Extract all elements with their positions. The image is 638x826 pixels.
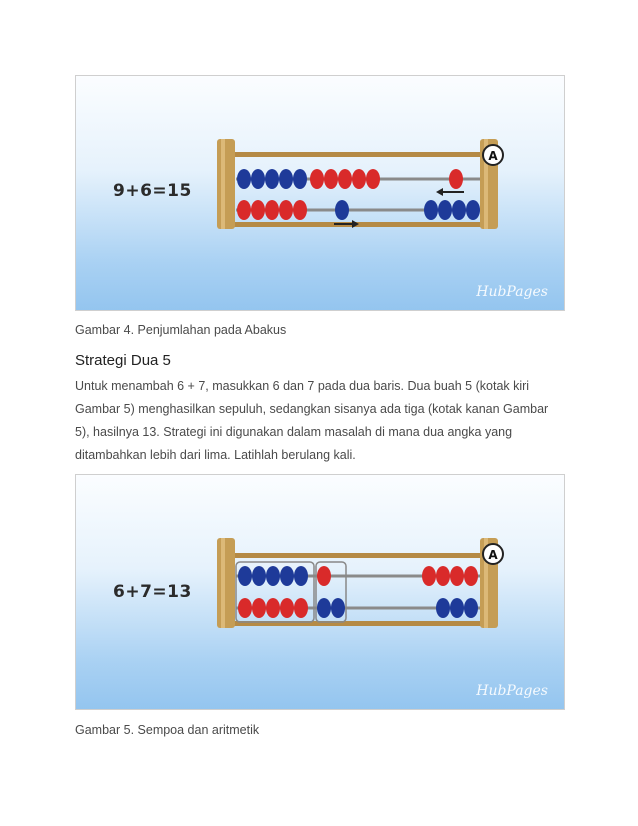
bead — [238, 598, 252, 618]
bead — [464, 566, 478, 586]
abacus-top-rail — [224, 152, 489, 157]
bead — [450, 566, 464, 586]
figure-caption: Gambar 5. Sempoa dan aritmetik — [75, 723, 260, 737]
bead — [436, 566, 450, 586]
bead — [280, 566, 294, 586]
bead — [422, 566, 436, 586]
arrow-left-icon — [436, 188, 464, 196]
bead — [293, 200, 307, 220]
bead — [466, 200, 480, 220]
bead — [452, 200, 466, 220]
bead — [251, 169, 265, 189]
paragraph-line: ditambahkan lebih dari lima. Latihlah berulang kali. — [75, 448, 356, 462]
bead — [436, 598, 450, 618]
bead — [317, 566, 331, 586]
section-paragraph — [75, 375, 567, 467]
bead — [280, 598, 294, 618]
bead — [251, 200, 265, 220]
bead — [279, 169, 293, 189]
bead — [366, 169, 380, 189]
abacus-left-post — [217, 538, 235, 628]
bead — [237, 169, 251, 189]
bead — [438, 200, 452, 220]
bead — [266, 598, 280, 618]
paragraph-line: 5), hasilnya 13. Strategi ini digunakan dalam masalah di mana dua angka yang — [75, 425, 513, 439]
bead — [464, 598, 478, 618]
bead — [265, 169, 279, 189]
bead — [352, 169, 366, 189]
bead — [294, 566, 308, 586]
bead — [424, 200, 438, 220]
bead — [265, 200, 279, 220]
bead — [335, 200, 349, 220]
bead — [338, 169, 352, 189]
watermark: HubPages — [476, 284, 548, 300]
bead — [324, 169, 338, 189]
paragraph-line: Gambar 5) menghasilkan sepuluh, sedangkan sisanya ada tiga (kotak kanan Gambar — [75, 402, 549, 416]
bead — [294, 598, 308, 618]
marker-a-label: A — [488, 548, 498, 562]
bead — [252, 598, 266, 618]
bead — [317, 598, 331, 618]
equation-label: 9+6=15 — [113, 181, 192, 201]
bead — [331, 598, 345, 618]
bead — [310, 169, 324, 189]
watermark: HubPages — [476, 683, 548, 699]
bead — [450, 598, 464, 618]
section-heading: Strategi Dua 5 — [75, 352, 171, 369]
paragraph-line: Untuk menambah 6 + 7, masukkan 6 dan 7 pada dua baris. Dua buah 5 (kotak kiri — [75, 379, 530, 393]
abacus-top-rail — [224, 553, 489, 558]
bead — [237, 200, 251, 220]
figure-caption: Gambar 4. Penjumlahan pada Abakus — [75, 323, 287, 337]
bead — [238, 566, 252, 586]
equation-label: 6+7=13 — [113, 582, 192, 602]
bead — [252, 566, 266, 586]
figure-abacus-two-fives — [75, 474, 565, 710]
bead — [449, 169, 463, 189]
marker-a-label: A — [488, 149, 498, 163]
figure-abacus-addition — [75, 75, 565, 311]
abacus-left-post — [217, 139, 235, 229]
bead — [266, 566, 280, 586]
bead — [293, 169, 307, 189]
bead — [279, 200, 293, 220]
